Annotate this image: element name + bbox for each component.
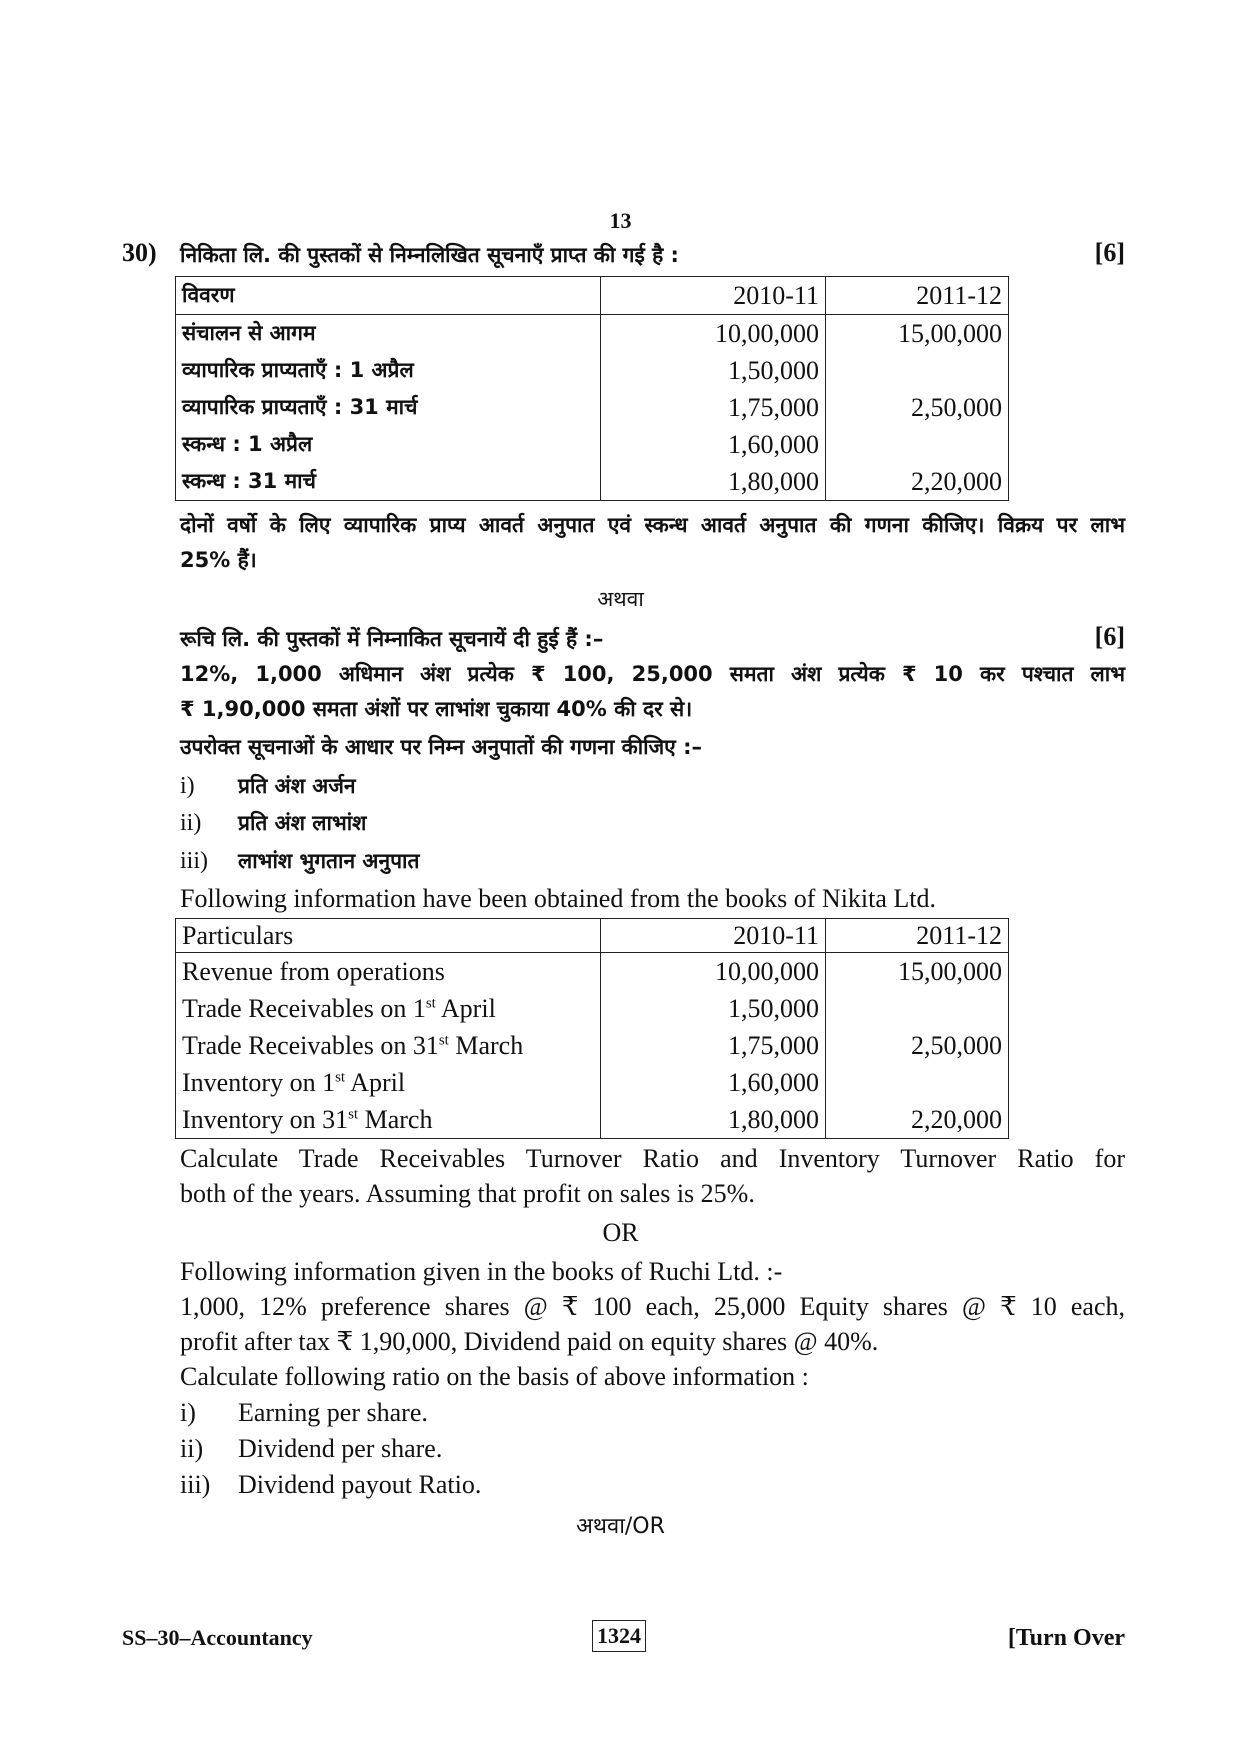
question-marks: [6] — [1094, 238, 1125, 267]
table-row — [176, 389, 1009, 426]
table-header: 2011-12 — [826, 919, 1009, 953]
english-or: OR — [602, 1218, 639, 1247]
list-item — [180, 768, 1125, 803]
item-number: ii) — [180, 1434, 204, 1463]
table-cell: 1,75,000 — [601, 389, 826, 426]
english-instruction: Calculate Trade Receivables Turnover Ratio and Inventory Turnover Ratio for — [180, 1144, 1125, 1173]
footer-code: 1324 — [592, 1620, 646, 1652]
hindi-data-table — [175, 276, 1009, 501]
list-item — [180, 1396, 1125, 1430]
footer-subject: SS–30–Accountancy — [122, 1625, 313, 1650]
list-item — [180, 1432, 1125, 1466]
hindi-or: अथवा — [597, 587, 644, 611]
table-cell: 1,80,000 — [601, 463, 826, 501]
table-row — [176, 1064, 1009, 1101]
table-cell: 2,20,000 — [826, 463, 1009, 501]
table-cell: 2,50,000 — [826, 389, 1009, 426]
table-cell: 10,00,000 — [601, 953, 826, 991]
item-text: Dividend payout Ratio. — [238, 1470, 482, 1499]
or-bilingual: अथवा/OR — [576, 1514, 665, 1539]
table-header-row — [176, 277, 1009, 315]
english-alt-line: 1,000, 12% preference shares @ ₹ 100 each, 25,000 Equity shares @ ₹ 10 each, — [180, 1292, 1125, 1321]
item-number: i) — [180, 773, 195, 799]
table-row — [176, 1101, 1009, 1139]
item-text: प्रति अंश अर्जन — [238, 774, 356, 798]
table-header: 2010-11 — [601, 919, 826, 953]
question-number: 30) — [122, 238, 157, 267]
item-number: iii) — [180, 1470, 211, 1499]
table-cell: 1,50,000 — [601, 352, 826, 389]
hindi-alt-line: 12%, 1,000 अधिमान अंश प्रत्येक ₹ 100, 25,000 समता अंश प्रत्येक ₹ 10 कर पश्चात लाभ — [180, 662, 1125, 686]
english-question-intro: Following information have been obtained from the books of Nikita Ltd. — [180, 884, 937, 913]
list-item — [180, 843, 1125, 878]
table-cell — [826, 990, 1009, 1027]
page-number: 13 — [609, 208, 632, 233]
table-cell: 1,60,000 — [601, 1064, 826, 1101]
table-cell: 2,50,000 — [826, 1027, 1009, 1064]
table-row — [176, 463, 1009, 501]
table-cell — [826, 352, 1009, 389]
english-alt-line: profit after tax ₹ 1,90,000, Dividend paid on equity shares @ 40%. — [180, 1327, 879, 1356]
table-cell: 1,50,000 — [601, 990, 826, 1027]
table-cell: Trade Receivables on 1st April — [176, 990, 601, 1027]
table-row — [176, 352, 1009, 389]
table-row — [176, 426, 1009, 463]
item-text: Earning per share. — [238, 1398, 428, 1427]
english-alt-instruction: Calculate following ratio on the basis of above information : — [180, 1362, 809, 1391]
table-header: Particulars — [176, 919, 601, 953]
table-cell: संचालन से आगम — [176, 315, 601, 353]
item-text: प्रति अंश लाभांश — [238, 811, 367, 835]
table-cell: 1,60,000 — [601, 426, 826, 463]
table-cell: 15,00,000 — [826, 953, 1009, 991]
hindi-instruction-cont: 25% हैं। — [180, 548, 257, 572]
item-text: Dividend per share. — [238, 1434, 443, 1463]
list-item — [180, 805, 1125, 840]
table-cell: Inventory on 31st March — [176, 1101, 601, 1139]
table-cell: Trade Receivables on 31st March — [176, 1027, 601, 1064]
hindi-alt-line: ₹ 1,90,000 समता अंशों पर लाभांश चुकाया 40% की दर से। — [180, 697, 693, 721]
table-cell: व्यापारिक प्राप्यताएँ : 31 मार्च — [176, 389, 601, 426]
hindi-alt-intro: रूचि लि. की पुस्तकों में निम्नाकित सूचनायें दी हुई हैं :– — [180, 627, 604, 651]
table-header: 2010-11 — [601, 277, 826, 315]
table-cell — [826, 426, 1009, 463]
table-cell: व्यापारिक प्राप्यताएँ : 1 अप्रैल — [176, 352, 601, 389]
table-header: 2011-12 — [826, 277, 1009, 315]
english-instruction-cont: both of the years. Assuming that profit on sales is 25%. — [180, 1179, 755, 1208]
english-data-table — [175, 918, 1009, 1139]
table-cell: 15,00,000 — [826, 315, 1009, 353]
table-cell — [826, 1064, 1009, 1101]
table-cell: स्कन्ध : 1 अप्रैल — [176, 426, 601, 463]
footer-turn-over: [Turn Over — [1007, 1625, 1125, 1651]
table-cell: 10,00,000 — [601, 315, 826, 353]
table-header-row — [176, 919, 1009, 953]
hindi-instruction: दोनों वर्षो के लिए व्यापारिक प्राप्य आवर्त अनुपात एवं स्कन्ध आवर्त अनुपात की गणना कीजिए। विक्रय पर लाभ — [180, 513, 1125, 537]
table-cell: 2,20,000 — [826, 1101, 1009, 1139]
table-cell: Revenue from operations — [176, 953, 601, 991]
table-row — [176, 1027, 1009, 1064]
table-cell: स्कन्ध : 31 मार्च — [176, 463, 601, 501]
table-row — [176, 990, 1009, 1027]
hindi-alt-instruction: उपरोक्त सूचनाओं के आधार पर निम्न अनुपातों की गणना कीजिए :– — [180, 735, 703, 759]
item-text: लाभांश भुगतान अनुपात — [238, 849, 420, 873]
table-header: विवरण — [176, 277, 601, 315]
hindi-question-intro: निकिता लि. की पुस्तकों से निम्नलिखित सूचनाएँ प्राप्त की गई है : — [180, 243, 679, 267]
item-number: iii) — [180, 848, 208, 874]
table-row — [176, 315, 1009, 353]
list-item — [180, 1468, 1125, 1502]
table-row — [176, 953, 1009, 991]
english-alt-intro: Following information given in the books of Ruchi Ltd. :- — [180, 1257, 783, 1286]
table-cell: 1,75,000 — [601, 1027, 826, 1064]
item-number: i) — [180, 1398, 196, 1427]
table-cell: 1,80,000 — [601, 1101, 826, 1139]
item-number: ii) — [180, 810, 202, 836]
alt-question-marks: [6] — [1094, 622, 1125, 651]
table-cell: Inventory on 1st April — [176, 1064, 601, 1101]
